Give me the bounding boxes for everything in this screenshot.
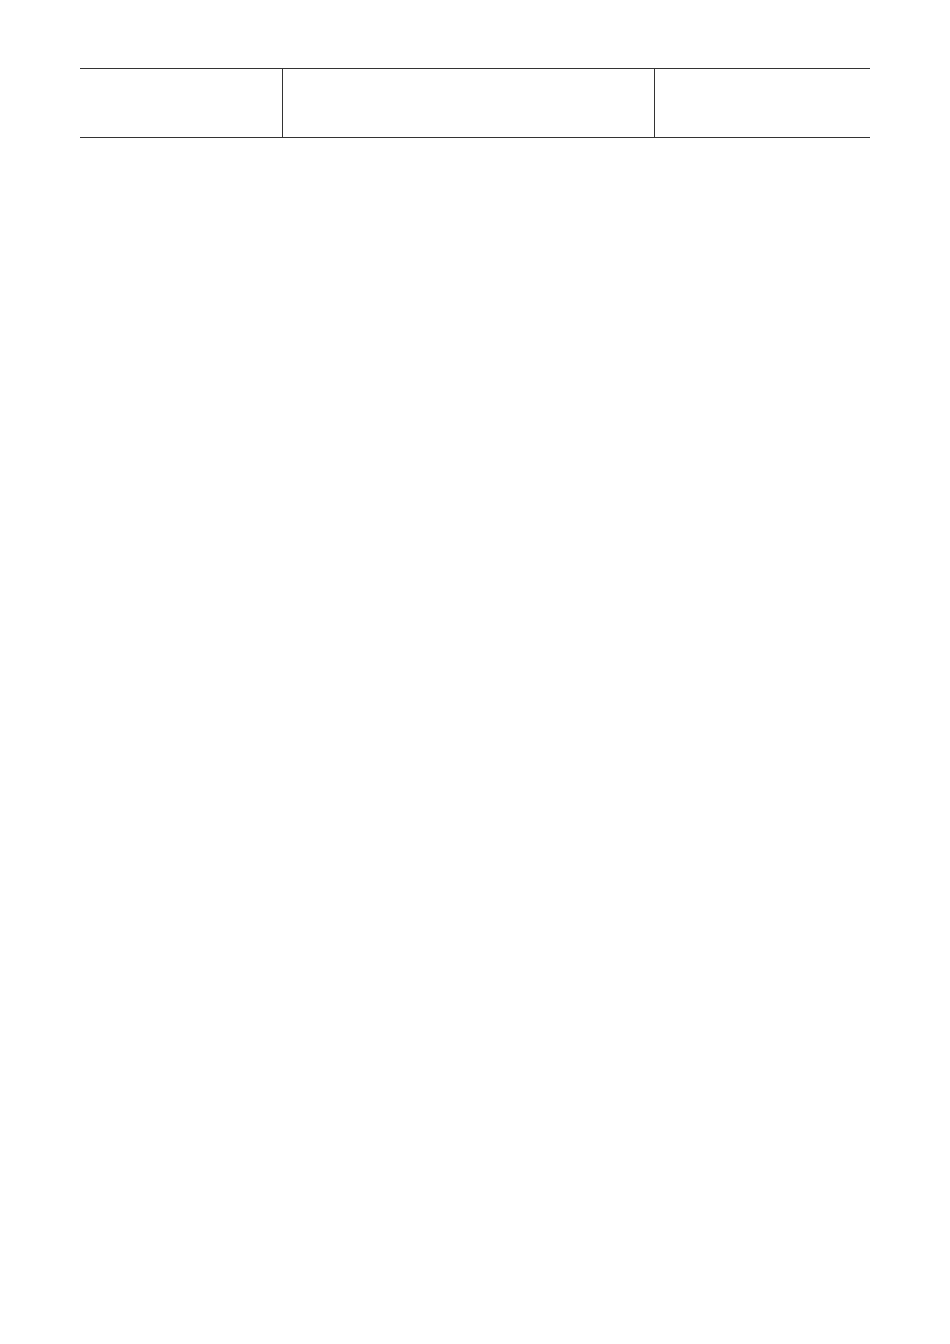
- page-footer: [0, 1246, 950, 1262]
- header-motto-cell: [282, 69, 655, 137]
- document-header: [80, 68, 870, 138]
- header-meta-cell: [80, 69, 283, 137]
- header-page-cell: [654, 69, 870, 137]
